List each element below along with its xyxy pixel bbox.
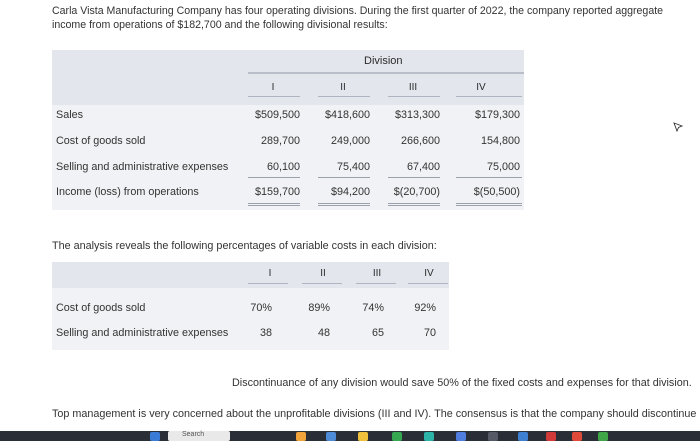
cell: 266,600 [400, 135, 440, 147]
office-icon[interactable] [572, 432, 582, 441]
row-label-income: Income (loss) from operations [56, 186, 199, 198]
column-header-4: IV [424, 268, 434, 279]
taskbar [0, 431, 700, 441]
cell: 75,000 [486, 161, 520, 173]
cell: 67,400 [406, 161, 440, 173]
column-rule [456, 96, 522, 97]
column-rule [356, 283, 396, 284]
total-double-rule [248, 203, 300, 206]
row-label-sales: Sales [56, 109, 84, 121]
column-header-1: I [268, 268, 272, 279]
cell: 65 [371, 327, 384, 339]
division-rule [248, 72, 524, 74]
column-rule [248, 96, 300, 97]
cell: 249,000 [330, 135, 370, 147]
cell: 75,400 [336, 161, 370, 173]
column-header-2: II [320, 268, 326, 279]
column-rule [318, 96, 370, 97]
row-label-cogs: Cost of goods sold [56, 302, 146, 314]
table-body [52, 288, 449, 350]
total-double-rule [456, 203, 522, 206]
cell: 92% [414, 302, 436, 314]
column-header-4: IV [476, 82, 486, 93]
column-header-1: I [271, 82, 275, 93]
cell: 70% [250, 302, 272, 314]
row-label-selling-admin: Selling and administrative expenses [56, 327, 229, 339]
subtotal-rule [456, 177, 522, 178]
subtotal-rule [318, 177, 370, 178]
divisional-results-table [52, 50, 524, 210]
app-icon[interactable] [392, 432, 402, 441]
app-icon[interactable] [546, 432, 556, 441]
subtotal-rule [388, 177, 440, 178]
division-title: Division [364, 55, 403, 67]
cell: $509,500 [254, 109, 300, 121]
cell: $159,700 [254, 186, 300, 198]
app-icon[interactable] [518, 432, 528, 441]
app-icon[interactable] [326, 432, 336, 441]
dell-icon[interactable] [488, 432, 498, 441]
column-header-3: III [372, 268, 382, 279]
cell: $418,600 [324, 109, 370, 121]
cell: 48 [317, 327, 330, 339]
chrome-icon[interactable] [598, 432, 608, 441]
intro-line-1: Carla Vista Manufacturing Company has four operating divisions. During the first quarter of 2022, the company reported aggregate [52, 5, 664, 17]
windows-start-icon[interactable] [150, 432, 160, 441]
cell: 60,100 [266, 161, 300, 173]
analysis-text: The analysis reveals the following percentages of variable costs in each division: [52, 240, 437, 252]
row-label-cogs: Cost of goods sold [56, 135, 146, 147]
cell: $(50,500) [473, 186, 520, 198]
column-header-3: III [408, 82, 418, 93]
top-management-text: Top management is very concerned about the unprofitable divisions (III and IV). The consensus is that the company should discontinue [52, 408, 697, 420]
edge-icon[interactable] [424, 432, 434, 441]
folder-icon[interactable] [358, 432, 368, 441]
cell: $313,300 [394, 109, 440, 121]
column-rule [388, 96, 440, 97]
column-rule [302, 283, 342, 284]
cell: 89% [308, 302, 330, 314]
row-label-selling-admin: Selling and administrative expenses [56, 161, 229, 173]
taskbar-search-box[interactable] [168, 431, 230, 441]
column-rule [408, 283, 448, 284]
variable-cost-table [52, 262, 449, 350]
cell: $94,200 [330, 186, 370, 198]
cell: 289,700 [260, 135, 300, 147]
app-icon[interactable] [456, 432, 466, 441]
cell: 74% [362, 302, 384, 314]
intro-line-2: income from operations of $182,700 and the following divisional results: [52, 19, 388, 31]
subtotal-rule [248, 177, 300, 178]
total-double-rule [388, 203, 440, 206]
app-icon[interactable] [296, 432, 306, 441]
column-header-2: II [340, 82, 346, 93]
cell: $179,300 [474, 109, 520, 121]
cell: 70 [423, 327, 436, 339]
search-label: Search [182, 431, 205, 438]
total-double-rule [318, 203, 370, 206]
cell: 38 [259, 327, 272, 339]
column-rule [248, 283, 288, 284]
cell: $(20,700) [393, 186, 440, 198]
problem-intro [52, 4, 698, 32]
discontinuance-text: Discontinuance of any division would save 50% of the fixed costs and expenses for that division. [232, 377, 692, 389]
cell: 154,800 [480, 135, 520, 147]
mouse-cursor-icon [673, 122, 685, 132]
